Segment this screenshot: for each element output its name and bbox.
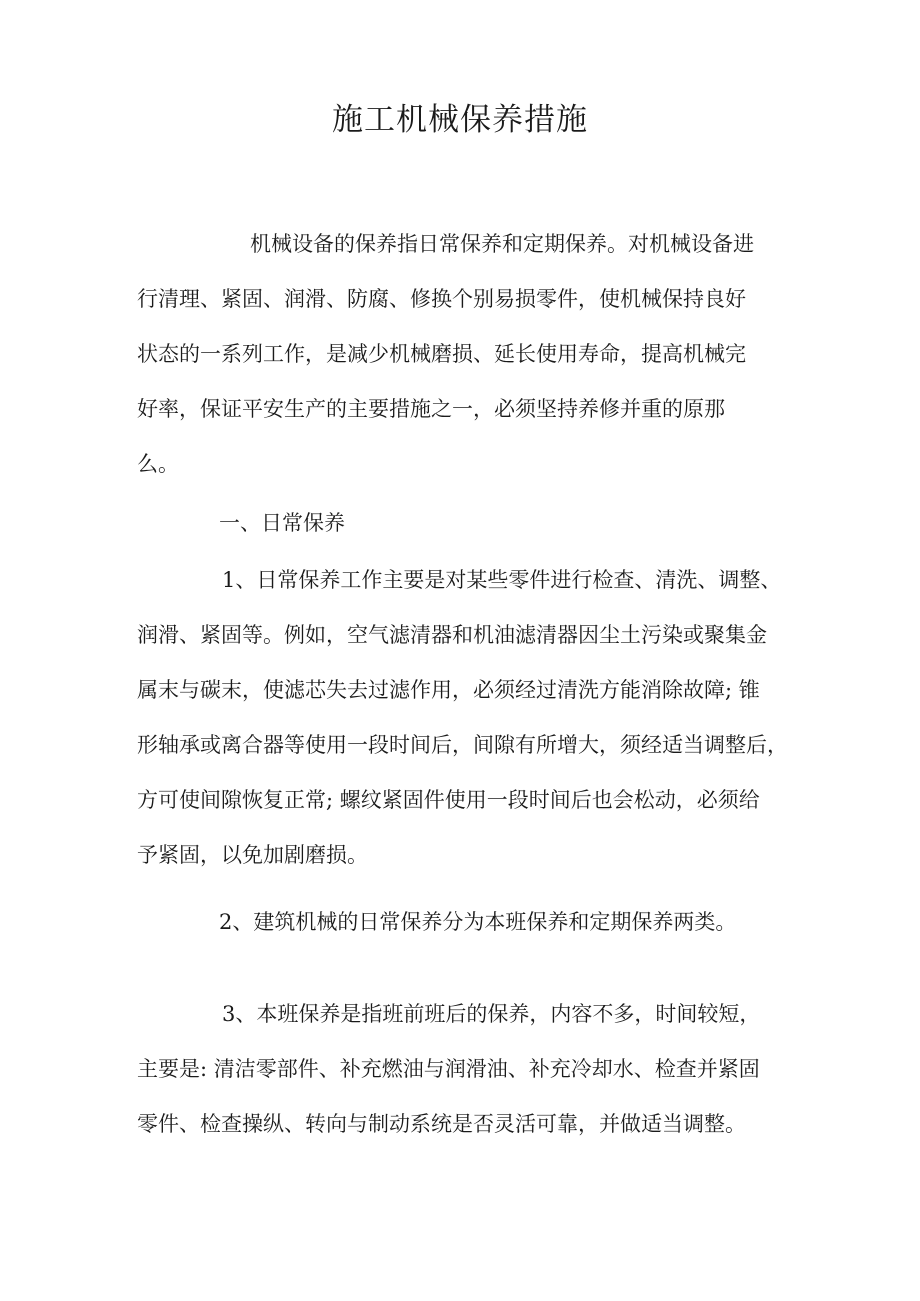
item3-line-3: 零件、检查操纵、转向与制动系统是否灵活可靠，并做适当调整。 <box>137 1112 746 1136</box>
item1-line-3: 属末与碳末，使滤芯失去过滤作用，必须经过清洗方能消除故障; 锥 <box>137 678 760 702</box>
intro-line-4: 好率，保证平安生产的主要措施之一，必须坚持养修并重的原那 <box>137 397 725 421</box>
page-title: 施工机械保养措施 <box>332 102 588 138</box>
item1-line-5: 方可使间隙恢复正常; 螺纹紧固件使用一段时间后也会松动，必须给 <box>137 788 760 812</box>
item3-line-2: 主要是: 清洁零部件、补充燃油与润滑油、补充冷却水、检查并紧固 <box>137 1057 760 1081</box>
item1-line-2: 润滑、紧固等。例如，空气滤清器和机油滤清器因尘土污染或聚集金 <box>137 623 767 647</box>
intro-line-3: 状态的一系列工作，是减少机械磨损、延长使用寿命，提高机械完 <box>137 342 746 366</box>
section-heading: 一、日常保养 <box>219 511 345 535</box>
intro-line-5: 么。 <box>137 452 179 476</box>
item3-line-1: 3、本班保养是指班前班后的保养，内容不多，时间较短， <box>222 1002 761 1026</box>
item1-line-4: 形轴承或离合器等使用一段时间后，间隙有所增大，须经适当调整后， <box>137 733 788 757</box>
item1-line-6: 予紧固，以免加剧磨损。 <box>137 843 368 867</box>
intro-line-2: 行清理、紧固、润滑、防腐、修换个别易损零件，使机械保持良好 <box>137 287 746 311</box>
item1-line-1: 1、日常保养工作主要是对某些零件进行检查、清洗、调整、 <box>222 568 782 592</box>
item2-line: 2、建筑机械的日常保养分为本班保养和定期保养两类。 <box>219 910 737 934</box>
intro-line-1: 机械设备的保养指日常保养和定期保养。对机械设备进 <box>250 232 754 256</box>
